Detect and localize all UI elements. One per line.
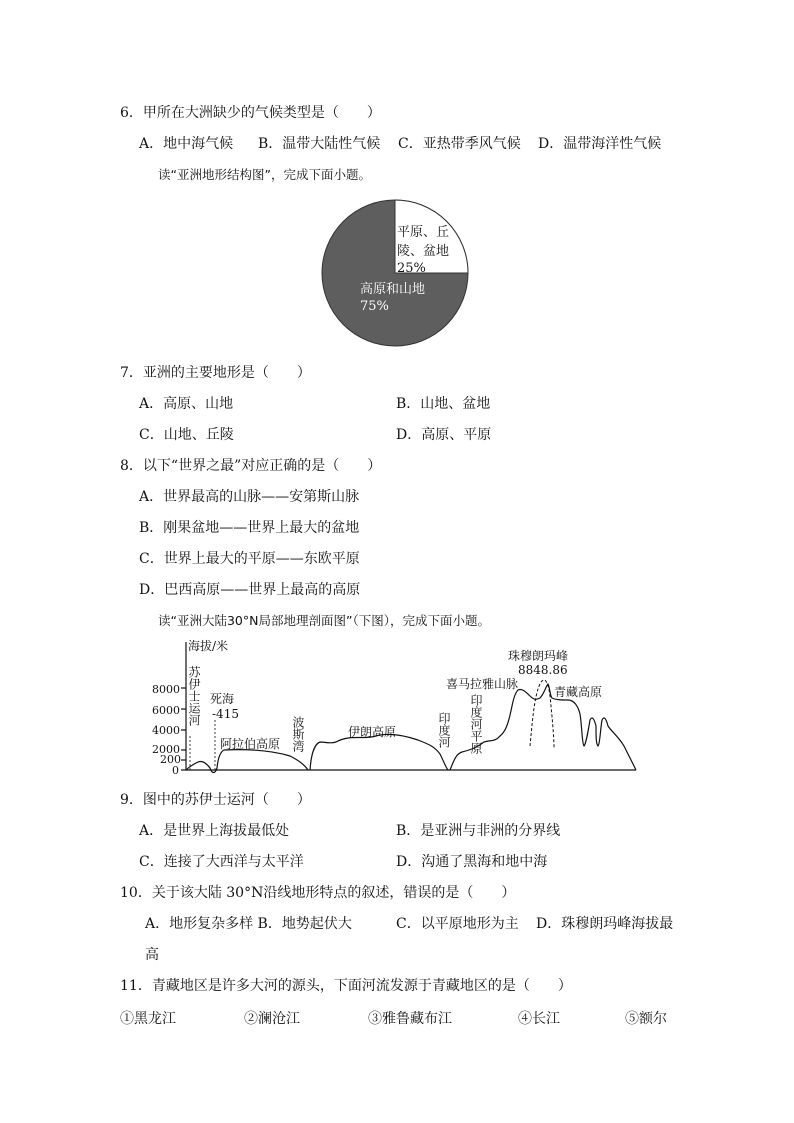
profile-label-tibet: 青藏高原 <box>554 685 603 699</box>
terrain-pie-chart <box>318 198 473 348</box>
pie-label-small-line2: 陵、盆地 <box>397 244 450 259</box>
q8-stem: 8．以下“世界之最”对应正确的是（ ） <box>120 458 382 474</box>
profile-label-gulf: 波斯湾 <box>291 716 305 752</box>
q6-option-c: C．亚热带季风气候 <box>398 136 521 152</box>
q7-option-d: D．高原、平原 <box>396 427 492 443</box>
q9-option-d: D．沟通了黑海和地中海 <box>396 854 548 870</box>
profile-label-indus-plain: 印度河平原 <box>469 694 483 754</box>
profile-label-arabia: 阿拉伯高原 <box>220 737 281 751</box>
profile-ytick-6000: 6000 <box>152 704 180 717</box>
q7-option-c: C．山地、丘陵 <box>139 427 234 443</box>
q8-option-c: C．世界上最大的平原——东欧平原 <box>139 551 360 567</box>
q10-option-ab: A．地形复杂多样 B．地势起伏大 <box>145 916 352 932</box>
profile-label-suez: 苏伊士运河 <box>187 666 201 726</box>
pie-label-small-line1: 平原、丘 <box>397 225 450 240</box>
q11-item-2: ②澜沧江 <box>244 1011 300 1027</box>
pie-label-large-pct: 75% <box>360 299 389 314</box>
q8-option-d: D．巴西高原——世界上最高的高原 <box>139 582 361 598</box>
q11-item-3: ③雅鲁藏布江 <box>368 1011 452 1027</box>
q11-item-4: ④长江 <box>518 1011 560 1027</box>
q8-option-b: B．刚果盆地——世界上最大的盆地 <box>139 520 360 536</box>
profile-label-everest-value: 8848.86 <box>518 663 568 677</box>
profile-ytick-0: 0 <box>172 764 179 777</box>
q6-option-b: B．温带大陆性气候 <box>258 136 381 152</box>
q11-item-5: ⑤额尔 <box>625 1011 667 1027</box>
q9-option-c: C．连接了大西洋与太平洋 <box>139 854 304 870</box>
pie-label-small-pct: 25% <box>397 261 426 276</box>
q7-stem: 7．亚洲的主要地形是（ ） <box>120 365 311 381</box>
profile-ytick-8000: 8000 <box>152 683 180 696</box>
q10-option-d: D．珠穆朗玛峰海拔最 <box>536 916 674 932</box>
q9-option-a: A．是世界上海拔最低处 <box>139 823 290 839</box>
profile-label-deadsea: 死海 <box>210 692 235 706</box>
profile-label-himalaya: 喜马拉雅山脉 <box>446 677 519 691</box>
q6-option-d: D．温带海洋性气候 <box>538 136 662 152</box>
profile-label-deadsea-value: -415 <box>212 707 239 721</box>
q6-option-a: A．地中海气候 <box>139 136 234 152</box>
profile-ytick-200: 200 <box>160 753 181 766</box>
q9-option-b: B．是亚洲与非洲的分界线 <box>396 823 561 839</box>
pie-label-large-line1: 高原和山地 <box>360 282 426 297</box>
profile-label-indus: 印度河 <box>437 712 451 748</box>
q9-stem: 9．图中的苏伊士运河（ ） <box>120 792 311 808</box>
q6-stem: 6．甲所在大洲缺少的气候类型是（ ） <box>120 105 381 121</box>
q7-option-a: A．高原、山地 <box>139 396 234 412</box>
q10-option-c: C．以平原地形为主 <box>396 916 519 932</box>
q11-stem: 11．青藏地区是许多大河的源头，下面河流发源于青藏地区的是（ ） <box>120 978 572 994</box>
instruction-note-1: 读“亚洲地形结构图”，完成下面小题。 <box>158 167 371 182</box>
profile-y-axis-label: 海拔/米 <box>188 639 229 653</box>
q10-option-d-cont: 高 <box>145 947 159 963</box>
q7-option-b: B．山地、盆地 <box>396 396 491 412</box>
profile-diagram <box>150 636 642 778</box>
q10-stem: 10．关于该大陆 30°N沿线地形特点的叙述，错误的是（ ） <box>120 885 516 901</box>
profile-ytick-4000: 4000 <box>152 724 180 737</box>
q8-option-a: A．世界最高的山脉——安第斯山脉 <box>139 489 360 505</box>
profile-label-everest: 珠穆朗玛峰 <box>508 649 569 663</box>
profile-ytick-2000: 2000 <box>152 743 180 756</box>
instruction-note-2: 读“亚洲大陆30°N局部地理剖面图”（下图），完成下面小题。 <box>158 613 490 628</box>
profile-label-iran: 伊朗高原 <box>348 725 397 739</box>
q11-item-1: ①黑龙江 <box>120 1011 176 1027</box>
